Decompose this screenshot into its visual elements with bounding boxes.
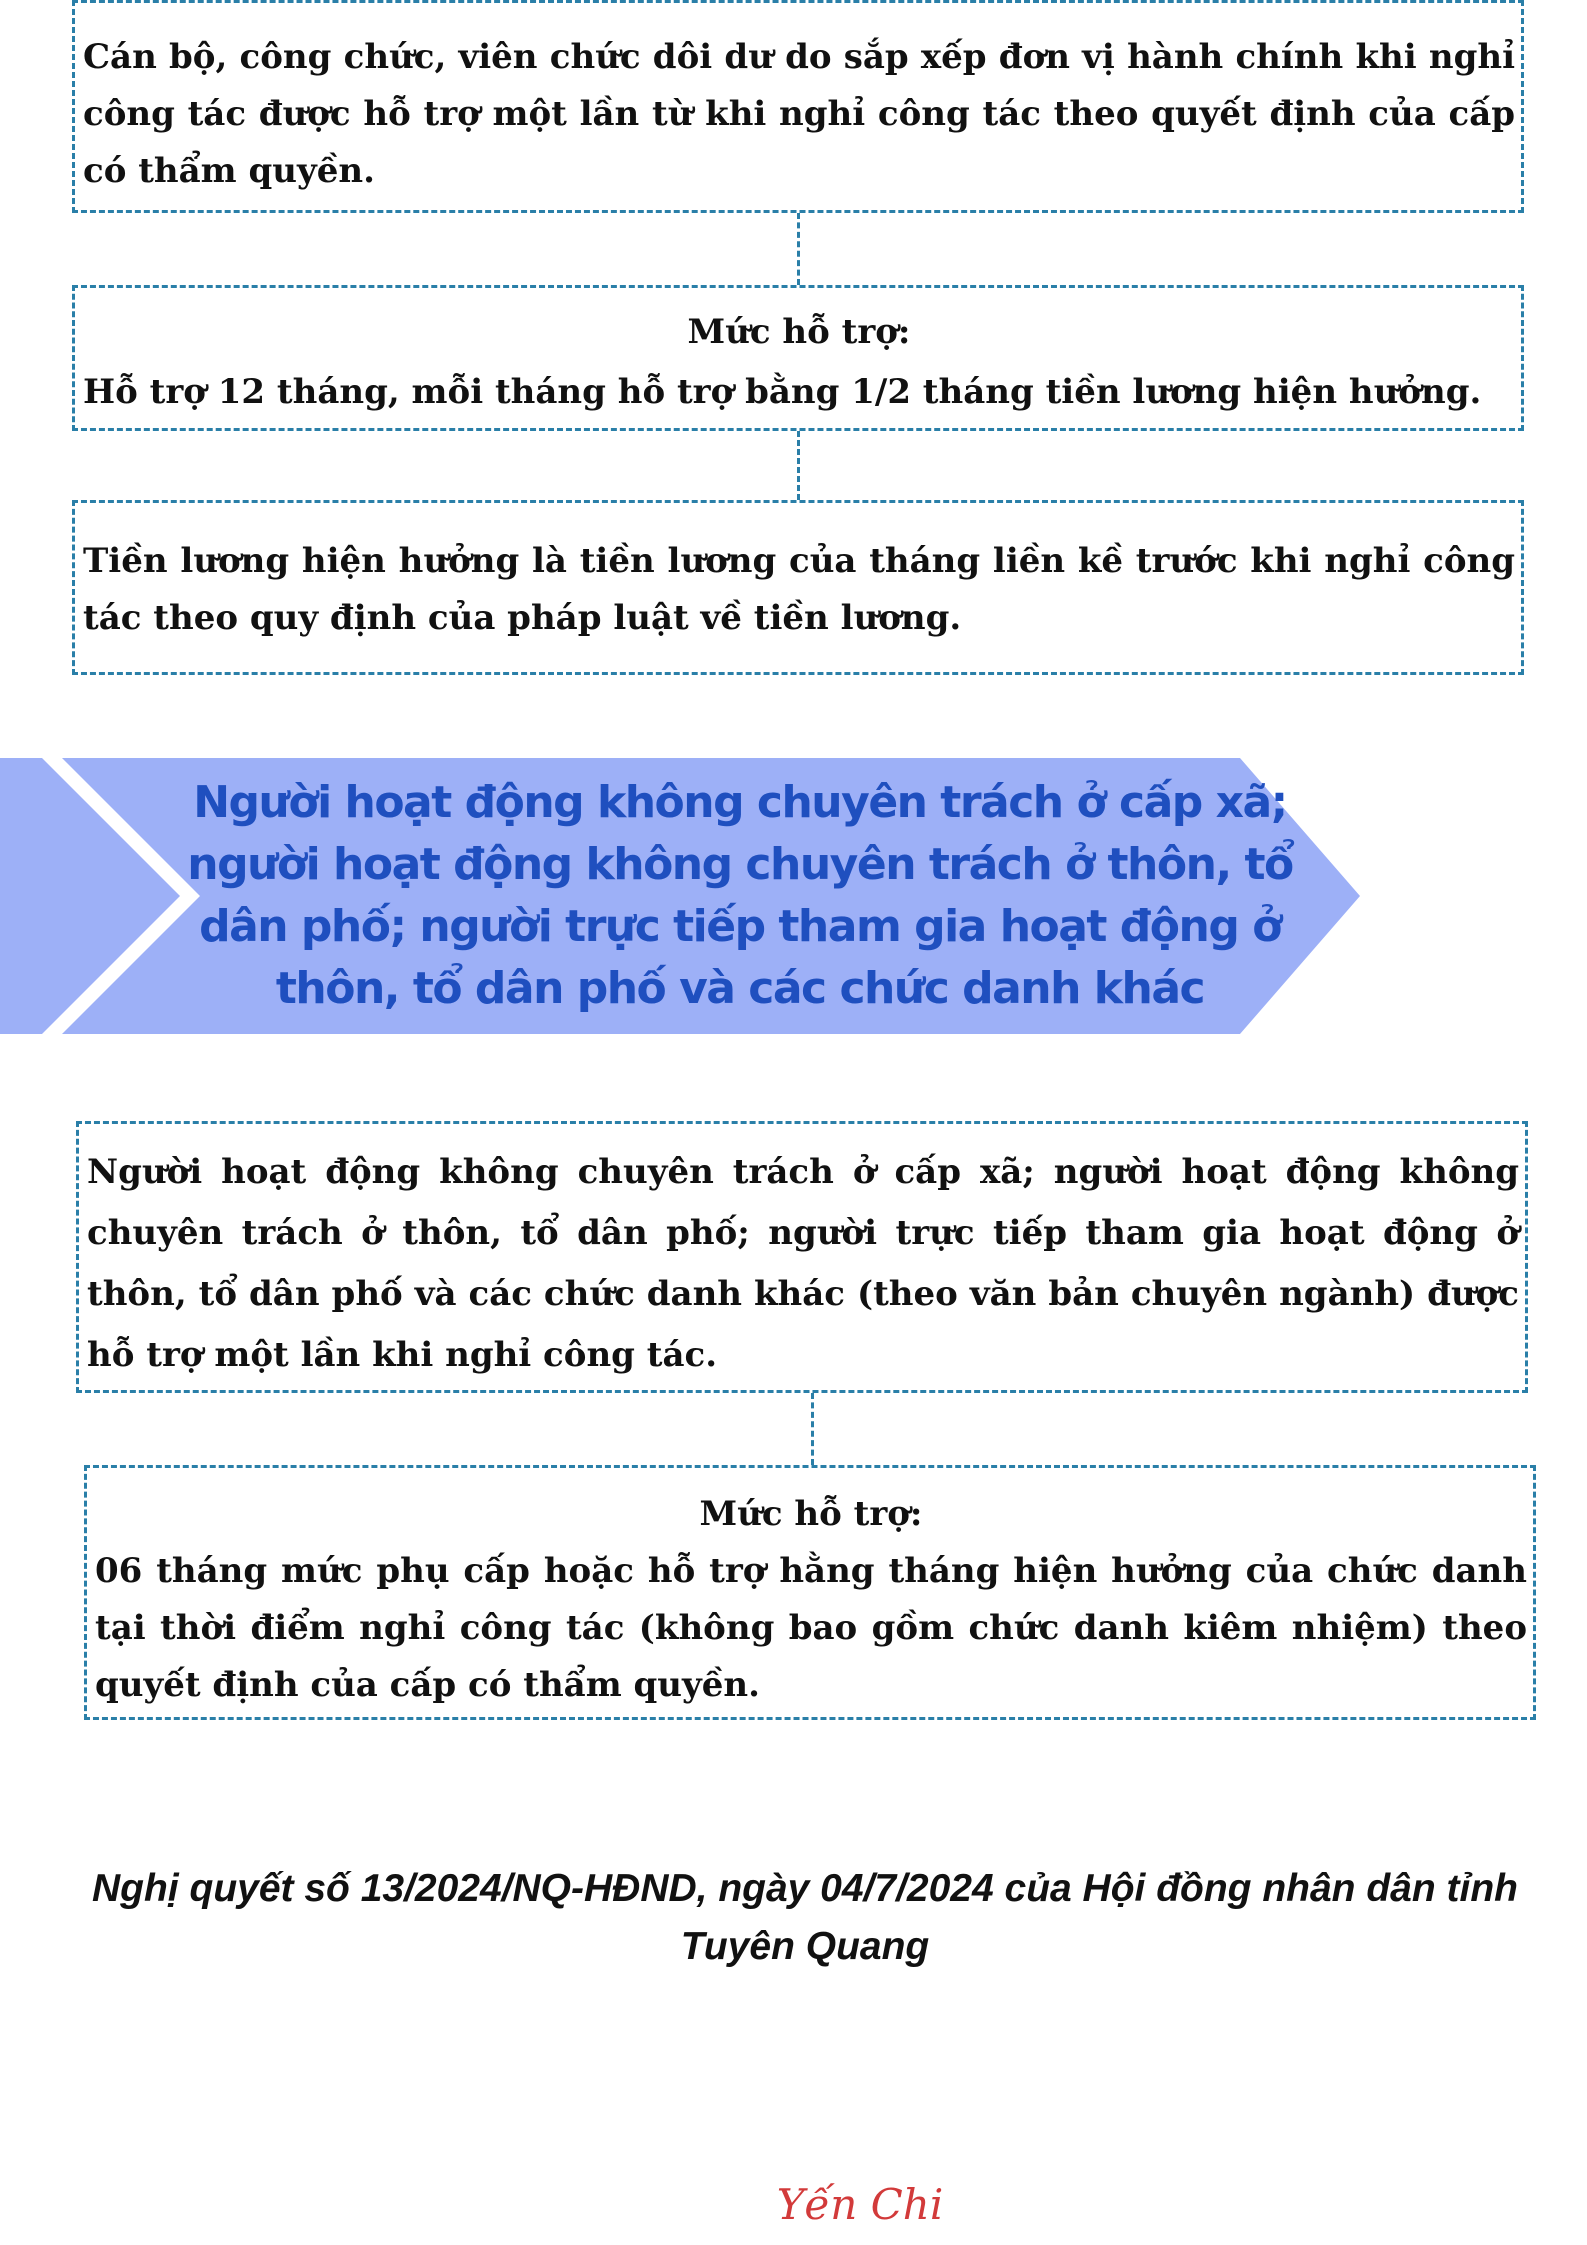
intro-box-1 xyxy=(72,0,1524,213)
support-box-2 xyxy=(84,1465,1536,1720)
support-title-2: Mức hỗ trợ: xyxy=(699,1494,923,1534)
banner-heading: Người hoạt động không chuyên trách ở cấp xã; người hoạt động không chuyên trách ở thôn, tổ dân phố; người trực tiếp tham gia hoạt động ở thôn, tổ dân phố và các chức danh khác xyxy=(187,777,1293,1014)
connector-1 xyxy=(797,213,800,285)
citation: Nghị quyết số 13/2024/NQ-HĐND, ngày 04/7/2024 của Hội đồng nhân dân tỉnh Tuyên Quang xyxy=(92,1867,1518,1968)
intro-text-2: Người hoạt động không chuyên trách ở cấp xã; người hoạt động không chuyên trách ở thôn, tổ dân phố; người trực tiếp tham gia hoạt động ở thôn, tổ dân phố và các chức danh khác (theo văn bản chuyên ngành) được hỗ trợ một lần khi nghỉ công tác. xyxy=(87,1152,1519,1375)
support-box-1 xyxy=(72,285,1524,431)
support-text-1: Hỗ trợ 12 tháng, mỗi tháng hỗ trợ bằng 1/2 tháng tiền lương hiện hưởng. xyxy=(83,372,1482,412)
connector-2 xyxy=(797,431,800,500)
support-text-2: 06 tháng mức phụ cấp hoặc hỗ trợ hằng tháng hiện hưởng của chức danh tại thời điểm nghỉ công tác (không bao gồm chức danh kiêm nhiệm) theo quyết định của cấp có thẩm quyền. xyxy=(95,1551,1527,1705)
connector-3 xyxy=(811,1393,814,1465)
author-signature: Yến Chi xyxy=(776,2180,944,2229)
intro-box-2 xyxy=(76,1121,1528,1393)
salary-note-text: Tiền lương hiện hưởng là tiền lương của tháng liền kề trước khi nghỉ công tác theo quy định của pháp luật về tiền lương. xyxy=(83,541,1515,638)
salary-note-box xyxy=(72,500,1524,675)
support-title-1: Mức hỗ trợ: xyxy=(687,312,911,352)
intro-text-1: Cán bộ, công chức, viên chức dôi dư do sắp xếp đơn vị hành chính khi nghỉ công tác được hỗ trợ một lần từ khi nghỉ công tác theo quyết định của cấp có thẩm quyền. xyxy=(83,37,1515,191)
